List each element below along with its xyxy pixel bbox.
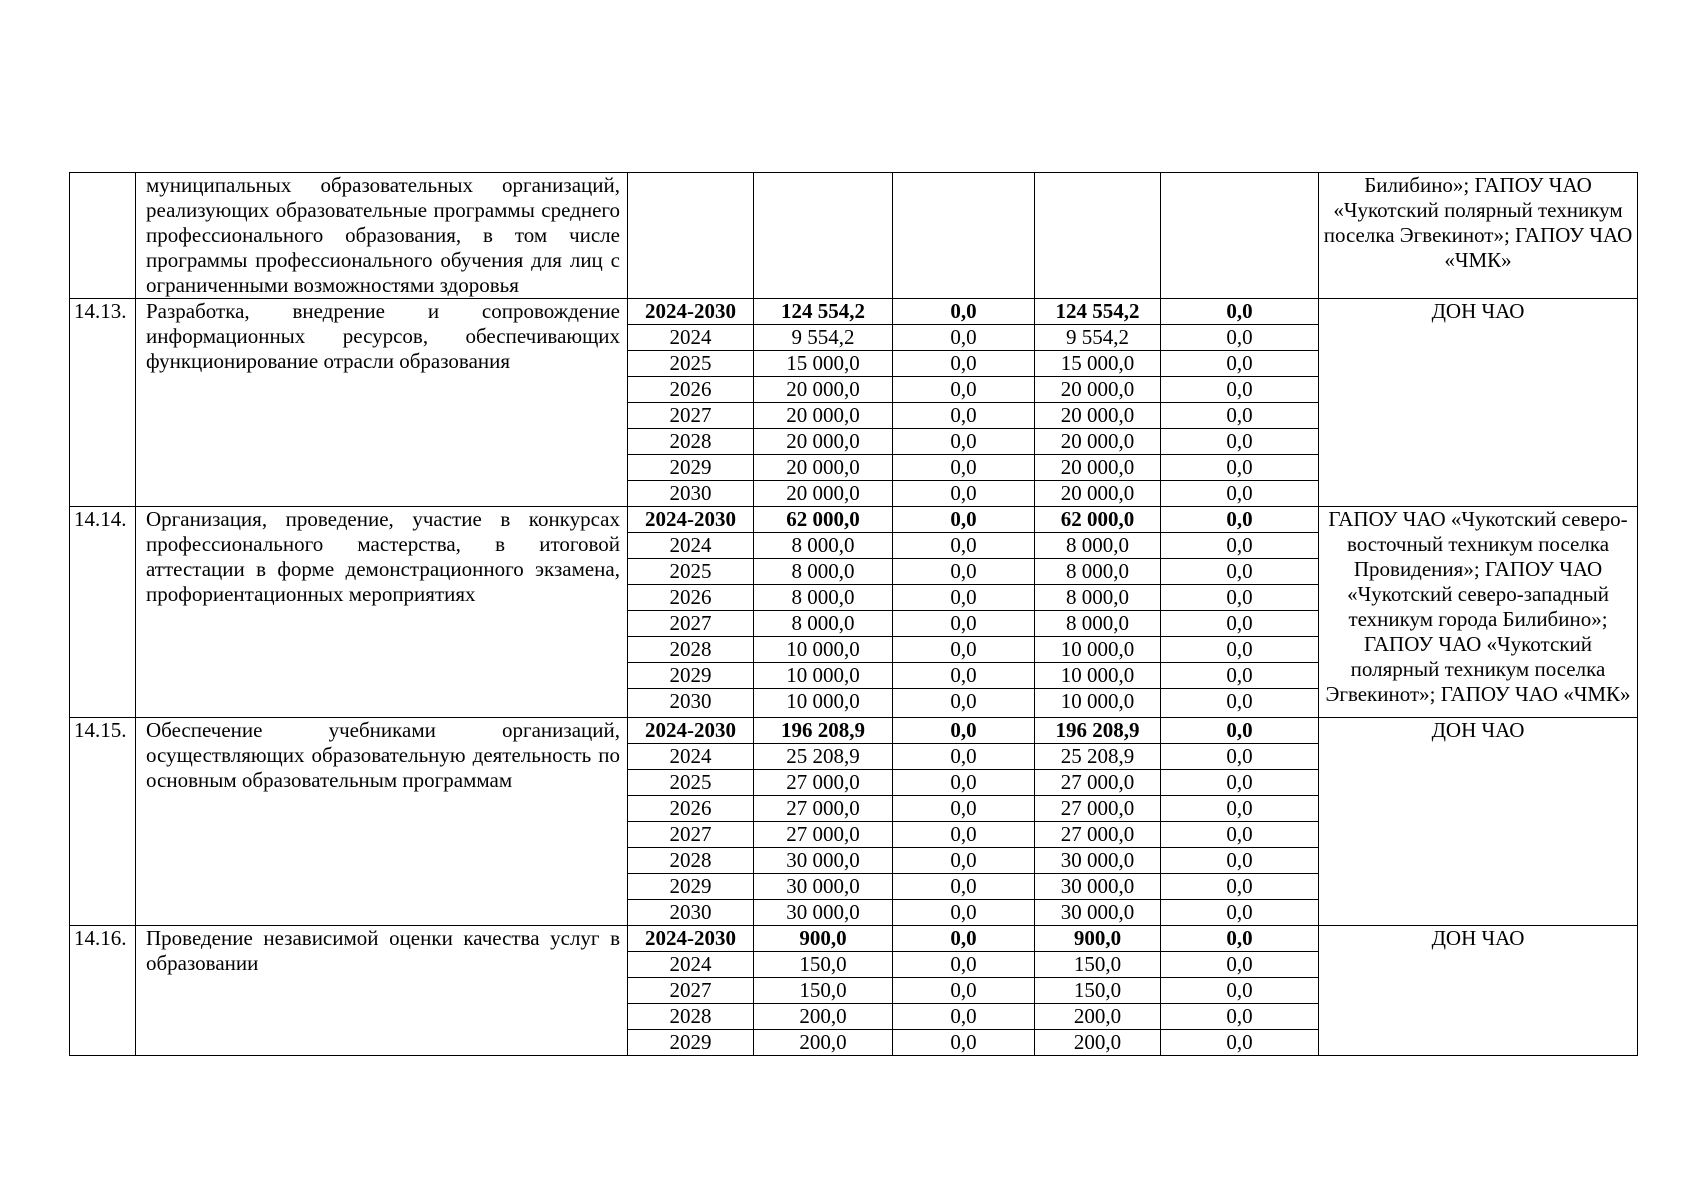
period-cell: 2024-2030	[628, 507, 754, 533]
regional-cell: 20 000,0	[1035, 429, 1161, 455]
regional-cell: 200,0	[1035, 1004, 1161, 1030]
federal-cell: 0,0	[893, 689, 1035, 718]
other-cell: 0,0	[1161, 403, 1319, 429]
item-number: 14.14.	[70, 507, 136, 718]
federal-cell: 0,0	[893, 637, 1035, 663]
regional-cell: 20 000,0	[1035, 377, 1161, 403]
federal-cell: 0,0	[893, 900, 1035, 926]
regional-cell: 20 000,0	[1035, 455, 1161, 481]
total-cell: 62 000,0	[754, 507, 893, 533]
federal-cell: 0,0	[893, 455, 1035, 481]
total-cell: 196 208,9	[754, 718, 893, 744]
other-cell: 0,0	[1161, 585, 1319, 611]
period-cell: 2024-2030	[628, 299, 754, 325]
regional-cell	[1035, 173, 1161, 299]
other-cell: 0,0	[1161, 377, 1319, 403]
total-cell: 150,0	[754, 952, 893, 978]
total-cell: 27 000,0	[754, 822, 893, 848]
federal-cell: 0,0	[893, 429, 1035, 455]
federal-cell: 0,0	[893, 663, 1035, 689]
other-cell: 0,0	[1161, 663, 1319, 689]
regional-cell: 8 000,0	[1035, 533, 1161, 559]
regional-cell: 27 000,0	[1035, 770, 1161, 796]
other-cell: 0,0	[1161, 299, 1319, 325]
total-cell: 20 000,0	[754, 481, 893, 507]
funding-table	[69, 172, 1638, 1056]
period-cell: 2027	[628, 978, 754, 1004]
item-total-row	[70, 299, 1638, 325]
total-cell: 30 000,0	[754, 848, 893, 874]
federal-cell: 0,0	[893, 559, 1035, 585]
regional-cell: 62 000,0	[1035, 507, 1161, 533]
item-executor: ГАПОУ ЧАО «Чукотский северо-восточный техникум поселка Провидения»; ГАПОУ ЧАО «Чукотский северо-западный техникум города Билибино»; ГАПОУ ЧАО «Чукотский полярный техникум поселка Эгвекинот»; ГАПОУ ЧАО «ЧМК»	[1319, 507, 1638, 718]
period-cell: 2029	[628, 1030, 754, 1056]
federal-cell	[893, 173, 1035, 299]
total-cell: 8 000,0	[754, 559, 893, 585]
item-number: 14.13.	[70, 299, 136, 507]
total-cell: 15 000,0	[754, 351, 893, 377]
item-executor: ДОН ЧАО	[1319, 926, 1638, 1056]
federal-cell: 0,0	[893, 377, 1035, 403]
federal-cell: 0,0	[893, 611, 1035, 637]
federal-cell: 0,0	[893, 325, 1035, 351]
period-cell: 2028	[628, 637, 754, 663]
continuation-row	[70, 173, 1638, 299]
period-cell: 2024	[628, 744, 754, 770]
period-cell: 2024	[628, 952, 754, 978]
period-cell: 2029	[628, 663, 754, 689]
federal-cell: 0,0	[893, 403, 1035, 429]
total-cell: 8 000,0	[754, 533, 893, 559]
other-cell	[1161, 173, 1319, 299]
total-cell: 27 000,0	[754, 770, 893, 796]
item-executor: Билибино»; ГАПОУ ЧАО «Чукотский полярный техникум поселка Эгвекинот»; ГАПОУ ЧАО «ЧМК»	[1319, 173, 1638, 299]
federal-cell: 0,0	[893, 978, 1035, 1004]
period-cell: 2027	[628, 822, 754, 848]
federal-cell: 0,0	[893, 718, 1035, 744]
total-cell: 200,0	[754, 1030, 893, 1056]
federal-cell: 0,0	[893, 481, 1035, 507]
regional-cell: 200,0	[1035, 1030, 1161, 1056]
item-total-row	[70, 926, 1638, 952]
total-cell: 900,0	[754, 926, 893, 952]
period-cell: 2024-2030	[628, 718, 754, 744]
other-cell: 0,0	[1161, 744, 1319, 770]
item-description: муниципальных образовательных организаций, реализующих образовательные программы среднего профессионального образования, в том числе программы профессионального обучения для лиц с ограниченными возможностями здоровья	[136, 173, 628, 299]
regional-cell: 10 000,0	[1035, 689, 1161, 718]
item-number	[70, 173, 136, 299]
regional-cell: 10 000,0	[1035, 637, 1161, 663]
federal-cell: 0,0	[893, 585, 1035, 611]
period-cell: 2024	[628, 325, 754, 351]
period-cell: 2027	[628, 611, 754, 637]
other-cell: 0,0	[1161, 1004, 1319, 1030]
regional-cell: 25 208,9	[1035, 744, 1161, 770]
regional-cell: 30 000,0	[1035, 900, 1161, 926]
federal-cell: 0,0	[893, 1004, 1035, 1030]
other-cell: 0,0	[1161, 770, 1319, 796]
total-cell: 124 554,2	[754, 299, 893, 325]
total-cell: 8 000,0	[754, 585, 893, 611]
total-cell: 25 208,9	[754, 744, 893, 770]
period-cell: 2025	[628, 351, 754, 377]
regional-cell: 124 554,2	[1035, 299, 1161, 325]
item-description: Обеспечение учебниками организаций, осуществляющих образовательную деятельность по основным образовательным программам	[136, 718, 628, 926]
item-number: 14.16.	[70, 926, 136, 1056]
period-cell: 2029	[628, 455, 754, 481]
regional-cell: 9 554,2	[1035, 325, 1161, 351]
total-cell: 200,0	[754, 1004, 893, 1030]
federal-cell: 0,0	[893, 926, 1035, 952]
period-cell: 2027	[628, 403, 754, 429]
item-total-row	[70, 507, 1638, 533]
regional-cell: 27 000,0	[1035, 796, 1161, 822]
total-cell: 10 000,0	[754, 637, 893, 663]
regional-cell: 196 208,9	[1035, 718, 1161, 744]
other-cell: 0,0	[1161, 481, 1319, 507]
other-cell: 0,0	[1161, 689, 1319, 718]
other-cell: 0,0	[1161, 533, 1319, 559]
regional-cell: 15 000,0	[1035, 351, 1161, 377]
other-cell: 0,0	[1161, 1030, 1319, 1056]
other-cell: 0,0	[1161, 796, 1319, 822]
regional-cell: 10 000,0	[1035, 663, 1161, 689]
period-cell: 2029	[628, 874, 754, 900]
federal-cell: 0,0	[893, 1030, 1035, 1056]
period-cell	[628, 173, 754, 299]
other-cell: 0,0	[1161, 822, 1319, 848]
other-cell: 0,0	[1161, 507, 1319, 533]
period-cell: 2030	[628, 900, 754, 926]
period-cell: 2025	[628, 770, 754, 796]
item-total-row	[70, 718, 1638, 744]
total-cell: 20 000,0	[754, 377, 893, 403]
federal-cell: 0,0	[893, 507, 1035, 533]
other-cell: 0,0	[1161, 455, 1319, 481]
total-cell	[754, 173, 893, 299]
regional-cell: 150,0	[1035, 952, 1161, 978]
regional-cell: 20 000,0	[1035, 481, 1161, 507]
item-executor: ДОН ЧАО	[1319, 299, 1638, 507]
total-cell: 30 000,0	[754, 874, 893, 900]
period-cell: 2028	[628, 429, 754, 455]
regional-cell: 8 000,0	[1035, 585, 1161, 611]
federal-cell: 0,0	[893, 952, 1035, 978]
total-cell: 8 000,0	[754, 611, 893, 637]
period-cell: 2024	[628, 533, 754, 559]
regional-cell: 20 000,0	[1035, 403, 1161, 429]
federal-cell: 0,0	[893, 744, 1035, 770]
other-cell: 0,0	[1161, 429, 1319, 455]
period-cell: 2026	[628, 585, 754, 611]
other-cell: 0,0	[1161, 325, 1319, 351]
period-cell: 2026	[628, 377, 754, 403]
item-description: Проведение независимой оценки качества услуг в образовании	[136, 926, 628, 1056]
regional-cell: 150,0	[1035, 978, 1161, 1004]
other-cell: 0,0	[1161, 926, 1319, 952]
item-description: Разработка, внедрение и сопровождение информационных ресурсов, обеспечивающих функционирование отрасли образования	[136, 299, 628, 507]
federal-cell: 0,0	[893, 848, 1035, 874]
other-cell: 0,0	[1161, 900, 1319, 926]
other-cell: 0,0	[1161, 978, 1319, 1004]
other-cell: 0,0	[1161, 718, 1319, 744]
regional-cell: 8 000,0	[1035, 611, 1161, 637]
total-cell: 10 000,0	[754, 663, 893, 689]
total-cell: 9 554,2	[754, 325, 893, 351]
regional-cell: 8 000,0	[1035, 559, 1161, 585]
regional-cell: 30 000,0	[1035, 874, 1161, 900]
total-cell: 20 000,0	[754, 429, 893, 455]
period-cell: 2025	[628, 559, 754, 585]
total-cell: 27 000,0	[754, 796, 893, 822]
other-cell: 0,0	[1161, 611, 1319, 637]
regional-cell: 27 000,0	[1035, 822, 1161, 848]
period-cell: 2030	[628, 481, 754, 507]
total-cell: 10 000,0	[754, 689, 893, 718]
period-cell: 2026	[628, 796, 754, 822]
other-cell: 0,0	[1161, 351, 1319, 377]
federal-cell: 0,0	[893, 299, 1035, 325]
total-cell: 20 000,0	[754, 403, 893, 429]
period-cell: 2028	[628, 848, 754, 874]
period-cell: 2024-2030	[628, 926, 754, 952]
period-cell: 2030	[628, 689, 754, 718]
other-cell: 0,0	[1161, 952, 1319, 978]
federal-cell: 0,0	[893, 533, 1035, 559]
federal-cell: 0,0	[893, 796, 1035, 822]
other-cell: 0,0	[1161, 874, 1319, 900]
federal-cell: 0,0	[893, 874, 1035, 900]
item-description: Организация, проведение, участие в конкурсах профессионального мастерства, в итоговой аттестации в форме демонстрационного экзамена, профориентационных мероприятиях	[136, 507, 628, 718]
item-number: 14.15.	[70, 718, 136, 926]
item-executor: ДОН ЧАО	[1319, 718, 1638, 926]
period-cell: 2028	[628, 1004, 754, 1030]
total-cell: 150,0	[754, 978, 893, 1004]
regional-cell: 900,0	[1035, 926, 1161, 952]
regional-cell: 30 000,0	[1035, 848, 1161, 874]
other-cell: 0,0	[1161, 848, 1319, 874]
other-cell: 0,0	[1161, 637, 1319, 663]
total-cell: 30 000,0	[754, 900, 893, 926]
federal-cell: 0,0	[893, 770, 1035, 796]
total-cell: 20 000,0	[754, 455, 893, 481]
other-cell: 0,0	[1161, 559, 1319, 585]
federal-cell: 0,0	[893, 351, 1035, 377]
federal-cell: 0,0	[893, 822, 1035, 848]
